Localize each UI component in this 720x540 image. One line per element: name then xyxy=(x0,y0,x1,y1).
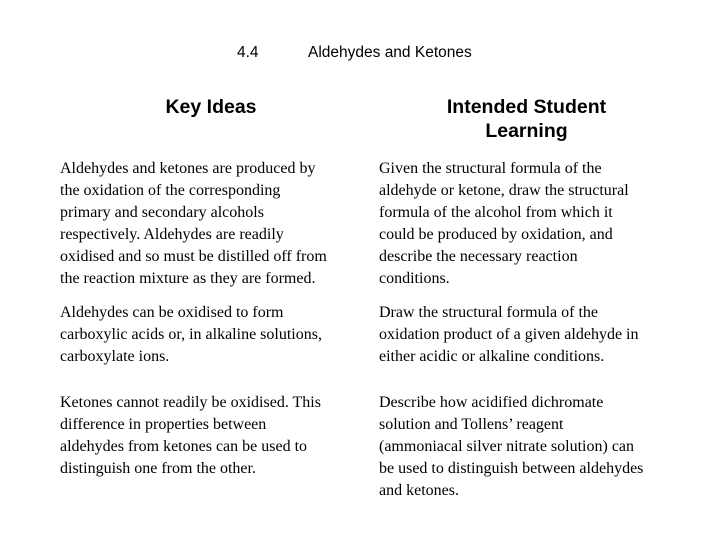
key-ideas-paragraph xyxy=(60,392,372,480)
text-line: oxidation product of a given aldehyde in xyxy=(379,326,639,343)
column-heading-intended-student-learning xyxy=(379,95,674,143)
text-line: and ketones. xyxy=(379,482,459,499)
text-line: conditions. xyxy=(379,270,450,287)
text-line: be used to distinguish between aldehydes xyxy=(379,460,644,477)
column-heading-key-ideas: Key Ideas xyxy=(165,96,257,118)
column-heading-line-1: Intended Student xyxy=(446,96,607,118)
learning-paragraph xyxy=(379,392,681,502)
text-line: either acidic or alkaline conditions. xyxy=(379,348,605,365)
key-ideas-column xyxy=(60,158,372,480)
text-line: solution and Tollens’ reagent xyxy=(379,416,564,433)
slide-header xyxy=(0,43,720,65)
key-ideas-paragraph xyxy=(60,302,372,368)
text-line: the reaction mixture as they are formed. xyxy=(60,270,316,287)
text-line: Draw the structural formula of the xyxy=(379,304,599,321)
text-line: Given the structural formula of the xyxy=(379,160,602,177)
column-heading-line-2: Learning xyxy=(485,120,568,142)
text-line: Aldehydes and ketones are produced by xyxy=(60,160,316,177)
text-line: difference in properties between xyxy=(60,416,267,433)
learning-paragraph xyxy=(379,302,681,368)
text-line: Ketones cannot readily be oxidised. This xyxy=(60,394,321,411)
text-line: carboxylic acids or, in alkaline solutions, xyxy=(60,326,322,343)
text-line: could be produced by oxidation, and xyxy=(379,226,613,243)
text-line: distinguish one from the other. xyxy=(60,460,256,477)
text-line: formula of the alcohol from which it xyxy=(379,204,613,221)
text-line: oxidised and so must be distilled off from xyxy=(60,248,327,265)
text-line: describe the necessary reaction xyxy=(379,248,578,265)
text-line: the oxidation of the corresponding xyxy=(60,182,281,199)
text-line: aldehydes from ketones can be used to xyxy=(60,438,308,455)
text-line: (ammoniacal silver nitrate solution) can xyxy=(379,438,635,455)
section-number: 4.4 xyxy=(237,44,259,61)
learning-paragraph xyxy=(379,158,681,290)
text-line: carboxylate ions. xyxy=(60,348,170,365)
text-line: primary and secondary alcohols xyxy=(60,204,264,221)
text-line: aldehyde or ketone, draw the structural xyxy=(379,182,629,199)
key-ideas-paragraph xyxy=(60,158,372,290)
text-line: Aldehydes can be oxidised to form xyxy=(60,304,284,321)
section-title: Aldehydes and Ketones xyxy=(308,44,472,61)
text-line: respectively. Aldehydes are readily xyxy=(60,226,284,243)
intended-student-learning-column xyxy=(379,158,681,502)
text-line: Describe how acidified dichromate xyxy=(379,394,604,411)
